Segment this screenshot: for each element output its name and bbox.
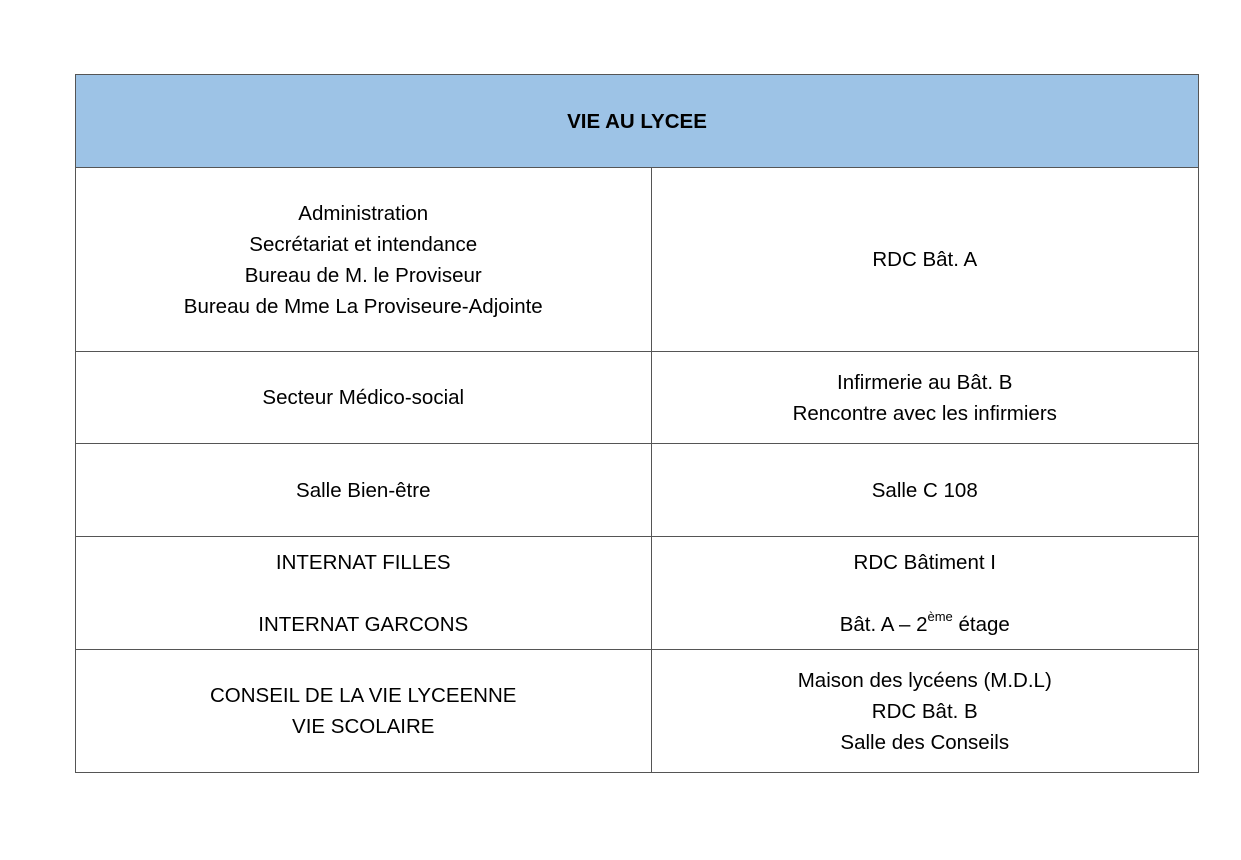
location-label-cell — [76, 168, 652, 352]
location-value-cell — [651, 537, 1199, 650]
cell-line: RDC Bât. A — [872, 248, 978, 271]
table-row — [76, 444, 1199, 537]
table-header-row — [76, 75, 1199, 168]
table-row — [76, 352, 1199, 444]
cell-line: INTERNAT FILLES — [275, 550, 451, 574]
table-title: VIE AU LYCEE — [76, 75, 1199, 168]
cell-line: Infirmerie au Bât. B — [837, 370, 1013, 394]
location-label-cell — [76, 650, 652, 773]
location-label-cell — [76, 444, 652, 537]
cell-line: Administration — [298, 201, 429, 225]
blank-line — [652, 578, 1199, 609]
cell-line: INTERNAT GARCONS — [258, 612, 469, 636]
location-value-cell — [651, 650, 1199, 773]
ordinal-superscript: ème — [927, 608, 953, 624]
cell-line: Maison des lycéens (M.D.L) — [797, 668, 1052, 692]
cell-line: Bureau de M. le Proviseur — [244, 263, 482, 287]
table-row — [76, 650, 1199, 773]
cell-line: RDC Bât. B — [871, 699, 978, 723]
vie-au-lycee-table — [75, 74, 1199, 773]
cell-line: Salle des Conseils — [840, 730, 1010, 754]
cell-line: VIE SCOLAIRE — [292, 715, 435, 738]
floor-suffix: étage — [952, 612, 1010, 636]
cell-line: Bureau de Mme La Proviseure-Adjointe — [183, 294, 543, 318]
table-row — [76, 168, 1199, 352]
cell-line: Secteur Médico-social — [262, 386, 465, 409]
blank-line — [76, 578, 651, 609]
location-label-cell — [76, 537, 652, 650]
location-value-cell — [651, 168, 1199, 352]
cell-line: RDC Bâtiment I — [853, 550, 996, 574]
location-value-cell — [651, 444, 1199, 537]
cell-line: CONSEIL DE LA VIE LYCEENNE — [210, 684, 517, 707]
location-label-cell — [76, 352, 652, 444]
location-value-cell — [651, 352, 1199, 444]
cell-line: Rencontre avec les infirmiers — [792, 401, 1057, 425]
floor-prefix: Bât. A – 2 — [839, 612, 928, 636]
cell-line: Salle Bien-être — [296, 478, 431, 502]
cell-line: Salle C 108 — [871, 478, 978, 502]
table-row — [76, 537, 1199, 650]
cell-line — [652, 609, 1199, 640]
cell-line: Secrétariat et intendance — [249, 232, 478, 256]
